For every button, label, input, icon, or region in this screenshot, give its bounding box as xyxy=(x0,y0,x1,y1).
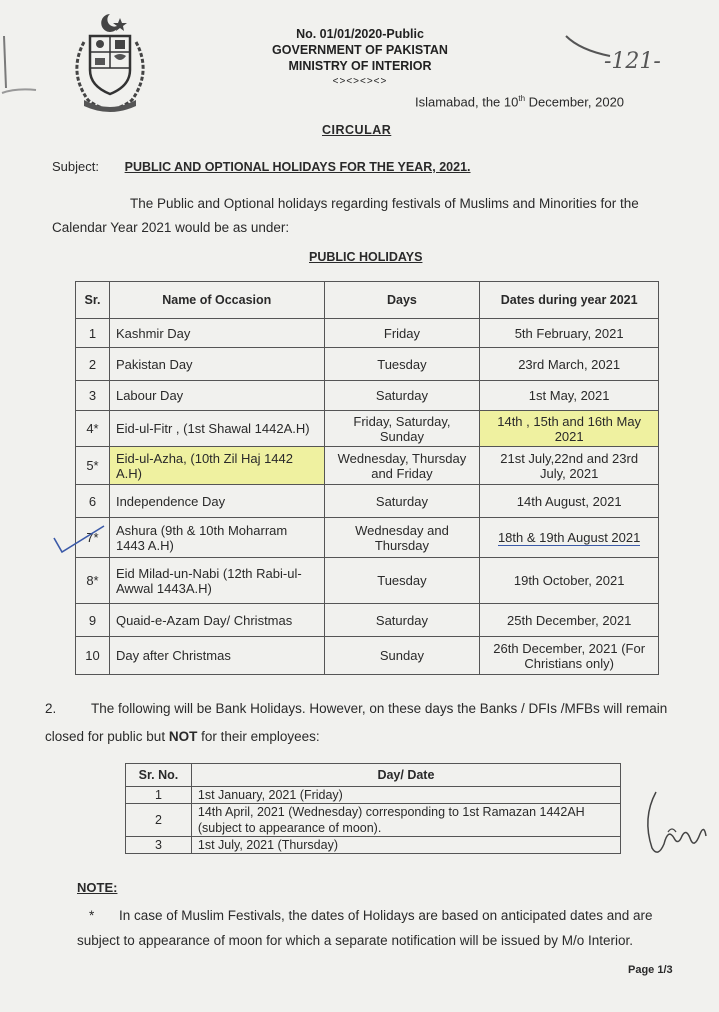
cell-date: 14th , 15th and 16th May 2021 xyxy=(480,411,659,447)
cell-days: Friday, Saturday, Sunday xyxy=(324,411,480,447)
cell-date: 5th February, 2021 xyxy=(480,319,659,348)
column-header-occasion: Name of Occasion xyxy=(109,282,324,319)
table-header-row xyxy=(126,764,621,787)
cell-sr: 2 xyxy=(76,348,110,381)
cell-days: Saturday xyxy=(324,604,480,637)
cell-date: 21st July,22nd and 23rd July, 2021 xyxy=(480,447,659,485)
margin-pen-mark xyxy=(0,28,40,98)
handwritten-signature xyxy=(638,788,708,860)
cell-date: 14th August, 2021 xyxy=(480,485,659,518)
note-paragraph: * In case of Muslim Festivals, the dates of Holidays are based on anticipated dates and are subject to appearance of moon for which a separate notification will be issued by M/o Interior. xyxy=(77,903,677,953)
handwritten-check-icon xyxy=(52,524,108,556)
table-row xyxy=(126,837,621,854)
subject-label: Subject: xyxy=(52,159,99,174)
cell-sr: 9 xyxy=(76,604,110,637)
place-and-date: Islamabad, the 10th December, 2020 xyxy=(415,94,625,110)
intro-paragraph: The Public and Optional holidays regarding festivals of Muslims and Minorities for the Calendar Year 2021 would be as under: xyxy=(52,196,639,235)
cell-date xyxy=(480,518,659,558)
cell-days: Wednesday and Thursday xyxy=(324,518,480,558)
cell-sr: 3 xyxy=(126,837,192,854)
table-row xyxy=(76,319,659,348)
cell-date: 25th December, 2021 xyxy=(480,604,659,637)
cell-occasion: Independence Day xyxy=(109,485,324,518)
cell-sr: 3 xyxy=(76,381,110,411)
bank-holidays-paragraph: 2. The following will be Bank Holidays. However, on these days the Banks / DFIs /MFBs will remain closed for public but NOT for their employees: xyxy=(45,701,668,744)
table-row xyxy=(76,485,659,518)
table-row xyxy=(126,804,621,837)
table-row xyxy=(76,518,659,558)
column-header-sr: Sr. xyxy=(76,282,110,319)
cell-days: Saturday xyxy=(324,381,480,411)
cell-sr: 10 xyxy=(76,637,110,675)
cell-day-date: 1st July, 2021 (Thursday) xyxy=(191,837,620,854)
cell-date: 23rd March, 2021 xyxy=(480,348,659,381)
cell-occasion: Pakistan Day xyxy=(109,348,324,381)
cell-days: Wednesday, Thursday and Friday xyxy=(324,447,480,485)
government-name: GOVERNMENT OF PAKISTAN xyxy=(272,43,448,57)
cell-date: 19th October, 2021 xyxy=(480,558,659,604)
column-header-days: Days xyxy=(324,282,480,319)
cell-day-date: 14th April, 2021 (Wednesday) corresponding to 1st Ramazan 1442AH (subject to appearance of moon). xyxy=(191,804,620,837)
table-row xyxy=(76,637,659,675)
cell-occasion: Eid Milad-un-Nabi (12th Rabi-ul-Awwal 1443A.H) xyxy=(109,558,324,604)
table-row xyxy=(76,381,659,411)
note-bullet: * xyxy=(89,908,95,923)
public-holidays-table xyxy=(75,281,659,675)
handwritten-file-number xyxy=(560,30,670,80)
subject-line xyxy=(52,159,471,174)
cell-date: 26th December, 2021 (For Christians only) xyxy=(480,637,659,675)
svg-text:-121-: -121- xyxy=(604,49,661,74)
cell-days: Sunday xyxy=(324,637,480,675)
cell-sr: 8* xyxy=(76,558,110,604)
government-emblem-icon xyxy=(62,12,158,116)
bank-holidays-table xyxy=(125,763,621,854)
cell-sr: 7* xyxy=(76,518,110,558)
table-row xyxy=(76,604,659,637)
cell-date: 1st May, 2021 xyxy=(480,381,659,411)
cell-days: Saturday xyxy=(324,485,480,518)
cell-sr: 6 xyxy=(76,485,110,518)
column-header-sr-no: Sr. No. xyxy=(126,764,192,787)
cell-sr: 5* xyxy=(76,447,110,485)
cell-occasion: Kashmir Day xyxy=(109,319,324,348)
cell-occasion: Ashura (9th & 10th Moharram 1443 A.H) xyxy=(109,518,324,558)
table-row xyxy=(76,558,659,604)
table-row xyxy=(126,787,621,804)
column-header-day-date: Day/ Date xyxy=(191,764,620,787)
note-title: NOTE: xyxy=(77,880,118,895)
subject-text: PUBLIC AND OPTIONAL HOLIDAYS FOR THE YEAR, 2021. xyxy=(124,160,471,174)
column-header-dates: Dates during year 2021 xyxy=(480,282,659,319)
cell-occasion: Day after Christmas xyxy=(109,637,324,675)
cell-days: Tuesday xyxy=(324,348,480,381)
table-row xyxy=(76,348,659,381)
ministry-name: MINISTRY OF INTERIOR xyxy=(288,59,432,73)
cell-sr: 2 xyxy=(126,804,192,837)
table-row xyxy=(76,411,659,447)
table-row xyxy=(76,447,659,485)
cell-day-date: 1st January, 2021 (Friday) xyxy=(191,787,620,804)
cell-occasion: Eid-ul-Fitr , (1st Shawal 1442A.H) xyxy=(109,411,324,447)
cell-days: Friday xyxy=(324,319,480,348)
public-holidays-title: PUBLIC HOLIDAYS xyxy=(309,250,423,264)
table-header-row xyxy=(76,282,659,319)
document-heading: CIRCULAR xyxy=(322,123,392,137)
cell-days: Tuesday xyxy=(324,558,480,604)
cell-occasion: Labour Day xyxy=(109,381,324,411)
reference-number: No. 01/01/2020-Public xyxy=(296,27,424,41)
cell-sr: 1 xyxy=(126,787,192,804)
letterhead xyxy=(250,26,470,90)
cell-date-text: 18th & 19th August 2021 xyxy=(497,530,641,545)
cell-occasion: Quaid-e-Azam Day/ Christmas xyxy=(109,604,324,637)
header-ornament: <><><><> xyxy=(332,76,388,87)
cell-occasion: Eid-ul-Azha, (10th Zil Haj 1442 A.H) xyxy=(109,447,324,485)
cell-sr: 1 xyxy=(76,319,110,348)
page-number: Page 1/3 xyxy=(628,964,673,976)
cell-sr: 4* xyxy=(76,411,110,447)
